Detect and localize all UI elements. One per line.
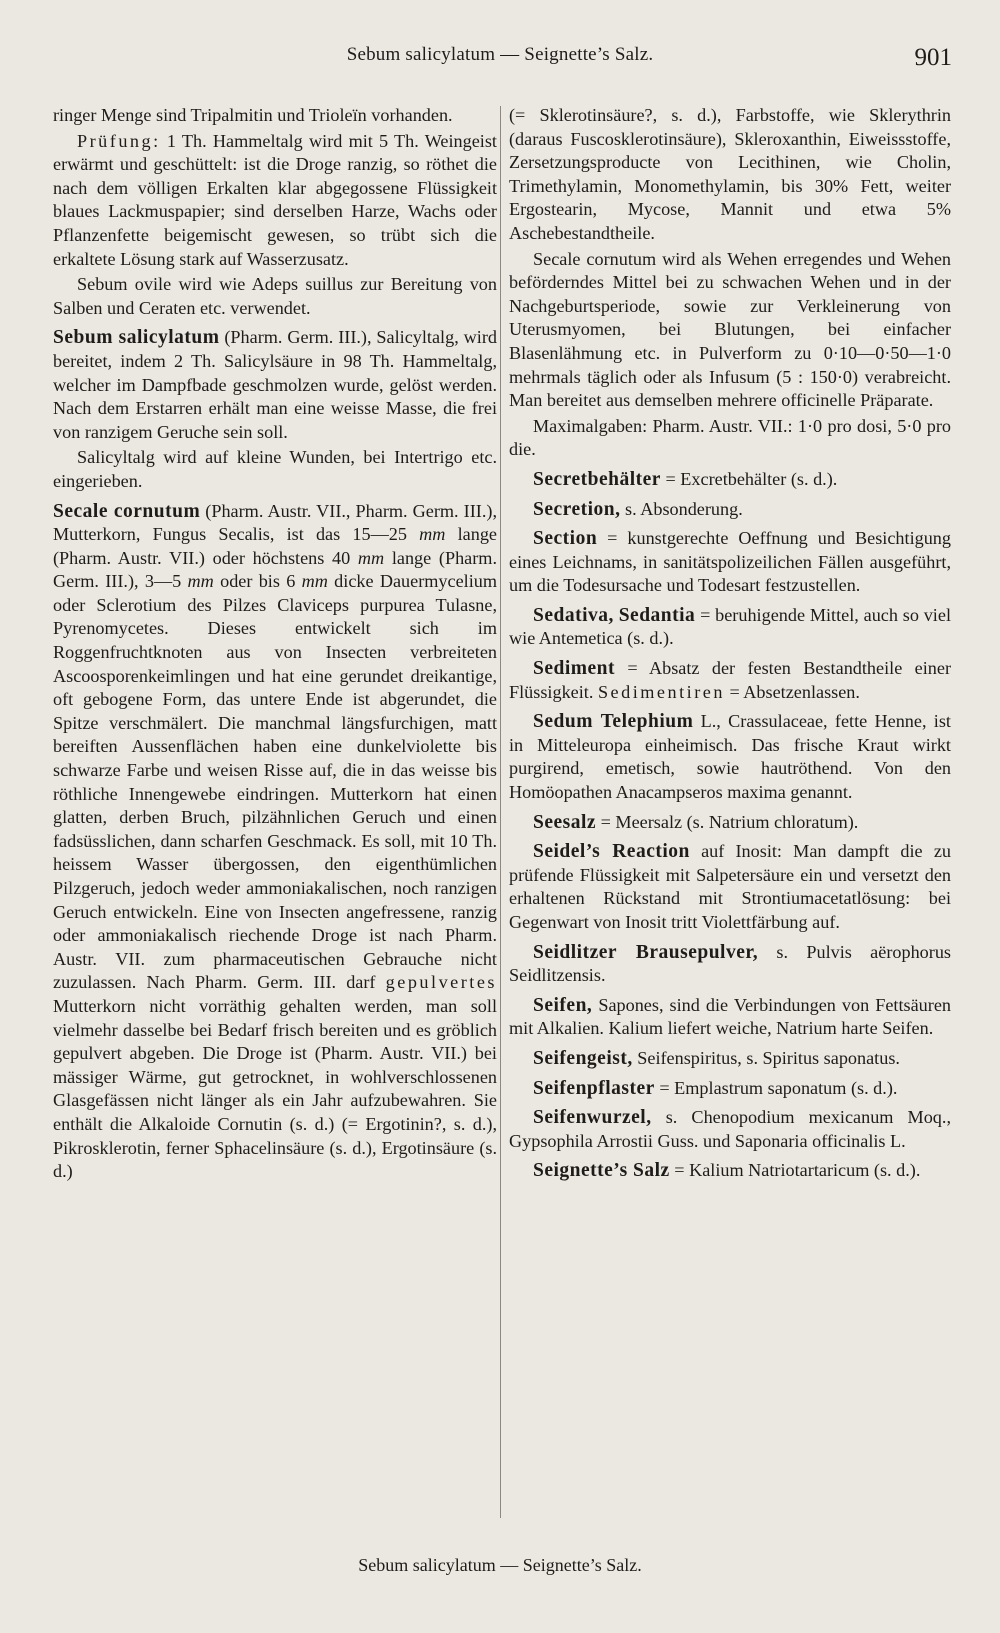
entry-headword: Sedativa, <box>533 604 614 626</box>
paragraph: Sebum ovile wird wie Adeps suillus zur Bereitung von Salben und Ceraten etc. verwendet. <box>53 274 497 318</box>
entry-headword: Secretion, <box>533 498 621 520</box>
entry-sedum-telephium: Sedum Telephium L., Crassulaceae, fette Henne, ist in Mitteleuropa einheimisch. Das frische Kraut wirkt purgirend, emetisch, sowie hautröthend. Von den Homöopathen Anacampseros maxima genannt. <box>509 711 951 803</box>
entry-headword: Sediment <box>533 658 615 680</box>
entry-headword: Seidel’s Reaction <box>533 841 690 863</box>
entry-headword: Sedum Telephium <box>533 711 694 733</box>
entry-secretbehaelter: Secretbehälter = Excretbehälter (s. d.). <box>533 468 838 490</box>
entry-seifengeist: Seifengeist, Seifenspiritus, s. Spiritus saponatus. <box>533 1047 900 1069</box>
entry-seifenwurzel: Seifenwurzel, s. Chenopodium mexicanum Moq., Gypsophila Arrostii Guss. und Saponaria officinalis L. <box>509 1107 951 1151</box>
paragraph-pruefung: Prüfung: 1 Th. Hammeltalg wird mit 5 Th. Weingeist erwärmt und geschüttelt: ist die Droge ranzig, so röthet die nach dem völligen Erkalten klar abgegossene Flüssigkeit blaues Lackmuspapier; sind derselben Harze, Wachs oder Pflanzenfette beigemischt gewesen, so trübt sich die erkaltete Lösung stark auf Wasserzusatz. <box>53 130 497 269</box>
entry-headword: Seidlitzer Brausepulver, <box>533 941 759 963</box>
entry-headword: Section <box>533 528 598 550</box>
right-column <box>509 104 951 1185</box>
entry-seidels-reaction: Seidel’s Reaction auf Inosit: Man dampft die zu prüfende Flüssigkeit mit Salpetersäure ein und versetzt den erhaltenen Rückstand mit Strontiumacetatlösung: bei Gegenwart von Inosit tritt Violettfärbung auf. <box>509 841 951 932</box>
page-footer: Sebum salicylatum — Seignette’s Salz. <box>358 1555 642 1575</box>
entry-headword: Secale cornutum <box>53 500 201 522</box>
entry-headword: Seesalz <box>533 811 597 833</box>
entry-secretion: Secretion, s. Absonderung. <box>533 498 743 520</box>
spaced-label: Prüfung: <box>77 130 161 151</box>
entry-headword: Seifen, <box>533 994 593 1016</box>
paragraph: (= Sklerotinsäure?, s. d.), Farbstoffe, wie Sklerythrin (daraus Fuscosklerotinsäure), Skleroxanthin, Eiweissstoffe, Zersetzungsproducte von Lecithinen, wie Cholin, Trimethylamin, Monomethylamin, bis 30% Fett, weiter Ergostearin, Mycose, Mannit und etwa 5% Aschebestandtheile. <box>509 105 951 243</box>
entry-headword: Secretbehälter <box>533 468 661 490</box>
page-number: 901 <box>914 44 952 71</box>
entry-secale-cornutum: Secale cornutum (Pharm. Austr. VII., Pharm. Germ. III.), Mutterkorn, Fungus Secalis, ist das 15—25 mm lange (Pharm. Austr. VII.) oder höchstens 40 mm lange (Pharm. Germ. III.), 3—5 mm oder bis 6 mm dicke Dauermycelium oder Sclerotium des Pilzes Claviceps purpurea Tulasne, Pyrenomycetes. Dieses entwickelt sich im Roggenfruchtknoten aus von Insecten verbreiteten Ascoosporenkeimlingen und hat eine gerundet dreikantige, oft gebogene Form, das untere Ende ist abgerundet, die Spitze verschmälert. Die manchmal längsfurchigen, matt bereiften Aussenflächen haben eine dunkelviolette bis schwarze Farbe und weisen Risse auf, die in das weisse bis röthliche Innengewebe eindringen. Mutterkorn hat einen glatten, derben Bruch, pilzähnlichen Geruch und einen fadsüsslichen, dann scharfen Geschmack. Es soll, mit 10 Th. heissem Wasser übergossen, den eigenthümlichen Pilzgeruch, jedoch weder ammoniakalischen, noch ranzigen Geruch entwickeln. Eine von Insecten angefressene, ranzig oder ammoniakalisch riechende Droge ist nach Pharm. Austr. VII. zum pharmaceutischen Gebrauche nicht zuzulassen. Nach Pharm. Germ. III. darf gepulvertes Mutterkorn nicht vorräthig gehalten werden, man soll vielmehr dasselbe bei Bedarf frisch bereiten und es gröblich gepulvert abgeben. Die Droge ist (Pharm. Austr. VII.) bei mässiger Wärme, gut getrocknet, in wohlverschlossenen Glasgefässen nicht länger als ein Jahr aufzubewahren. Sie enthält die Alkaloide Cornutin (s. d.) (= Ergotinin?, s. d.), Pikrosklerotin, ferner Sphacelinsäure (s. d.), Ergotinsäure (s. d.) <box>53 500 498 1182</box>
running-head: Sebum salicylatum — Seignette’s Salz. <box>346 44 654 65</box>
entry-section: Section = kunstgerechte Oeffnung und Besichtigung eines Leichnams, in sanitätspolizeilichen Fällen ausgeführt, um die Todesursache und Todesart festzustellen. <box>509 528 951 596</box>
entry-seifen: Seifen, Sapones, sind die Verbindungen von Fettsäuren mit Alkalien. Kalium liefert weiche, Natrium harte Seifen. <box>509 994 951 1039</box>
entry-headword: Seifenwurzel, <box>533 1107 652 1129</box>
paragraph: Salicyltalg wird auf kleine Wunden, bei Intertrigo etc. eingerieben. <box>53 447 497 491</box>
paragraph: ringer Menge sind Tripalmitin und Trioleïn vorhanden. <box>53 105 453 125</box>
left-column <box>53 104 497 1186</box>
entry-headword: Seignette’s Salz <box>533 1160 670 1182</box>
entry-sediment: Sediment = Absatz der festen Bestandtheile einer Flüssigkeit. Sedimentiren = Absetzenlassen. <box>509 658 951 702</box>
paragraph: Maximalgaben: Pharm. Austr. VII.: 1·0 pro dosi, 5·0 pro die. <box>509 415 951 460</box>
entry-headword: Seifengeist, <box>533 1047 633 1069</box>
entry-seignettes-salz: Seignette’s Salz = Kalium Natriotartaricum (s. d.). <box>533 1160 921 1182</box>
entry-headword: Seifenpflaster <box>533 1077 655 1099</box>
entry-sebum-salicylatum: Sebum salicylatum (Pharm. Germ. III.), Salicyltalg, wird bereitet, indem 2 Th. Salicylsäure in 98 Th. Hammeltalg, welcher im Dampfbade geschmolzen wurde, gelöst werden. Nach dem Erstarren erhält man eine weisse Masse, die frei von ranzigem Geruche sein soll. <box>53 327 497 442</box>
entry-seesalz: Seesalz = Meersalz (s. Natrium chloratum). <box>533 811 859 833</box>
entry-headword: Sedantia <box>618 604 696 626</box>
paragraph: Secale cornutum wird als Wehen erregendes und Wehen beförderndes Mittel bei zu schwachen Wehen und in der Nachgeburtsperiode, sowie zur Verkleinerung von Uterusmyomen, bei Blutungen, bei einfacher Blasenlähmung etc. in Pulverform zu 0·10—0·50—1·0 mehrmals täglich oder als Infusum (5 : 150·0) verabreicht. Man bereitet aus demselben mehrere officinelle Präparate. <box>509 248 951 411</box>
entry-headword: Sebum salicylatum <box>53 327 220 349</box>
column-divider <box>500 106 501 1518</box>
entry-seidlitzer-brausepulver: Seidlitzer Brausepulver, s. Pulvis aërophorus Seidlitzensis. <box>509 941 951 986</box>
entry-sedativa: Sedativa, Sedantia = beruhigende Mittel, auch so viel wie Antemetica (s. d.). <box>509 604 951 649</box>
entry-seifenpflaster: Seifenpflaster = Emplastrum saponatum (s. d.). <box>533 1077 898 1099</box>
